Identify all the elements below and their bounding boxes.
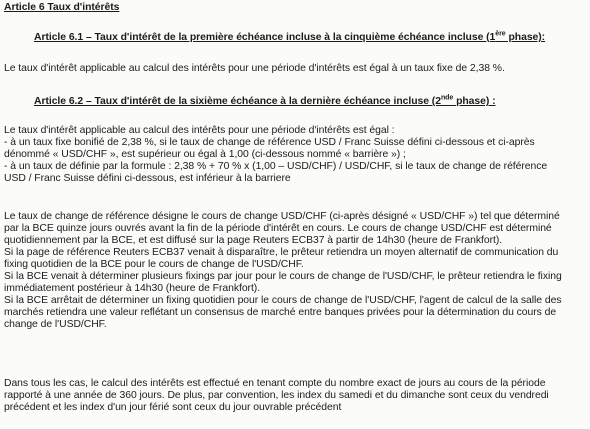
section-6-2-paragraph-2 [4, 211, 586, 331]
paragraph-line: par la BCE quinze jours ouvrés avant la fin de la période d'intérêt en cours. Le cours de change USD/CHF est déterminé [4, 223, 552, 234]
paragraph-line: change de l'USD/CHF. [4, 319, 107, 330]
paragraph-line: Si la BCE venait à déterminer plusieurs fixings par jour pour le cours de change de l'USD/CHF, le prêteur retiendra le fixing [4, 271, 562, 282]
section-6-2-heading-sup: nde [440, 94, 454, 102]
section-6-2-heading-end: phase) : [453, 96, 496, 107]
paragraph-line: USD / Franc Suisse défini ci-dessous, est inférieur à la barriere [4, 173, 291, 184]
paragraph-line: Le taux de change de référence désigne le cours de change USD/CHF (ci-après désigné « USD/CHF ») tel que déterminé [4, 211, 560, 222]
section-6-2-paragraph-1 [4, 125, 586, 185]
paragraph-line: rapporté à une année de 360 jours. De plus, par convention, les index du samedi et du dimanche sont ceux du vendredi [4, 390, 549, 401]
paragraph-line: Si la page de référence Reuters ECB37 venait à disparaître, le prêteur retiendra un moyen alternatif de communication du [4, 247, 559, 258]
paragraph-line: dénommé « USD/CHF », est supérieur ou égal à 1,00 (ci-dessous nommé « barrière ») ; [4, 149, 406, 160]
paragraph-line: fixing quotidien de la BCE pour le cours de change de l'USD/CHF. [4, 259, 304, 270]
paragraph-line: précédent et les index d'un jour férié sont ceux du jour ouvrable précédent [4, 402, 342, 413]
section-6-2-paragraph-3 [4, 378, 586, 414]
paragraph-line: Dans tous les cas, le calcul des intérêts est effectué en tenant compte du nombre exact de jours au cours de la période [4, 378, 546, 389]
paragraph-line: marchés retiendra une valeur reflétant un consensus de marché entre banques privées pour la détermination du cours de [4, 307, 557, 318]
section-6-1-paragraph [4, 63, 586, 75]
section-6-2-heading-text: Article 6.2 – Taux d'intérêt de la sixième échéance à la dernière échéance incluse (2 [34, 96, 441, 107]
paragraph-line: quotidiennement par la BCE, et est diffusé sur la page Reuters ECB37 à partir de 14h30 (heure de Frankfort). [4, 235, 503, 246]
paragraph-line: - à un taux fixe bonifié de 2,38 %, si le taux de change de référence USD / Franc Suisse défini ci-dessous et ci-après [4, 137, 535, 148]
paragraph-line: Si la BCE arrêtait de déterminer un fixing quotidien pour le cours de change de l'USD/CHF, l'agent de calcul de la salle des [4, 295, 562, 306]
section-6-1-heading [34, 32, 545, 44]
section-6-1-heading-end: phase): [505, 32, 546, 43]
paragraph-line: immédiatement postérieur à 14h30 (heure de Frankfort). [4, 283, 261, 294]
section-6-1-heading-sup: ère [495, 30, 506, 38]
paragraph-line: Le taux d'intérêt applicable au calcul des intérêts pour une période d'intérêts est égal à un taux fixe de 2,38 %. [4, 63, 505, 74]
paragraph-line: Le taux d'intérêt applicable au calcul des intérêts pour une période d'intérêts est égal : [4, 125, 395, 136]
paragraph-line: - à un taux de définie par la formule : 2,38 % + 70 % x (1,00 – USD/CHF) / USD/CHF, si le taux de change de référence [4, 161, 548, 172]
section-6-2-heading [34, 96, 496, 108]
section-6-1-heading-text: Article 6.1 – Taux d'intérêt de la première échéance incluse à la cinquième échéance incluse (1 [34, 32, 496, 43]
article-title: Article 6 Taux d'intérêts [4, 2, 120, 13]
